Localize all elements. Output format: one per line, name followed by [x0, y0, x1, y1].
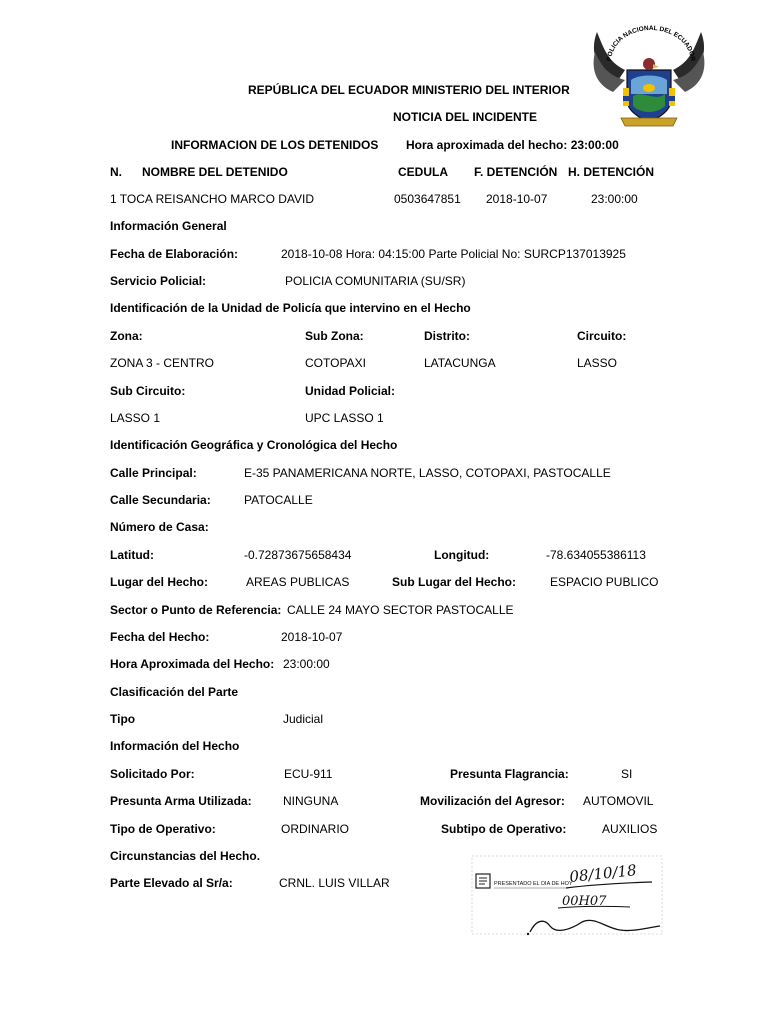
unidad-section-title: Identificación de la Unidad de Policía que intervino en el Hecho: [110, 301, 471, 315]
fecha-elaboracion-label: Fecha de Elaboración:: [110, 247, 239, 261]
arma-utilizada-value: NINGUNA: [283, 794, 339, 808]
circunstancias-label: Circunstancias del Hecho.: [110, 849, 261, 863]
latitud-label: Latitud:: [110, 548, 154, 562]
sector-referencia-label: Sector o Punto de Referencia:: [110, 603, 282, 617]
distrito-label: Distrito:: [424, 329, 470, 343]
servicio-policial-value: POLICIA COMUNITARIA (SU/SR): [285, 274, 466, 288]
longitud-label: Longitud:: [434, 548, 490, 562]
unidad-policial-value: UPC LASSO 1: [305, 411, 384, 425]
detainees-section-title: INFORMACION DE LOS DETENIDOS: [171, 138, 379, 152]
calle-principal-value: E-35 PANAMERICANA NORTE, LASSO, COTOPAXI, PASTOCALLE: [244, 466, 611, 480]
svg-text:POLICIA NACIONAL DEL ECUADOR: POLICIA NACIONAL DEL ECUADOR: [605, 24, 697, 62]
distrito-value: LATACUNGA: [424, 356, 496, 370]
detainee-fecha: 2018-10-07: [486, 192, 548, 206]
tipo-label: Tipo: [110, 712, 136, 726]
calle-secundaria-label: Calle Secundaria:: [110, 493, 211, 507]
detainee-cedula: 0503647851: [394, 192, 461, 206]
tipo-operativo-label: Tipo de Operativo:: [110, 822, 216, 836]
handwritten-date: 08/10/18: [568, 861, 638, 886]
signature-scrawl: [530, 920, 660, 932]
geo-section-title: Identificación Geográfica y Cronológica del Hecho: [110, 438, 398, 452]
zona-value: ZONA 3 - CENTRO: [110, 356, 215, 370]
parte-elevado-value: CRNL. LUIS VILLAR: [279, 876, 390, 890]
hora-hecho-label: Hora Aproximada del Hecho:: [110, 657, 275, 671]
ministry-heading: REPÚBLICA DEL ECUADOR MINISTERIO DEL INTERIOR: [248, 83, 570, 97]
longitud-value: -78.634055386113: [546, 548, 646, 562]
hora-hecho-value: 23:00:00: [283, 657, 330, 671]
flagrancia-value: SI: [621, 767, 633, 781]
flagrancia-label: Presunta Flagrancia:: [450, 767, 569, 781]
movilizacion-value: AUTOMOVIL: [583, 794, 654, 808]
fecha-hecho-label: Fecha del Hecho:: [110, 630, 210, 644]
parte-elevado-label: Parte Elevado al Sr/a:: [110, 876, 233, 890]
received-stamp: [470, 852, 670, 938]
col-fecha-detencion-header: F. DETENCIÓN: [474, 165, 558, 179]
clasificacion-title: Clasificación del Parte: [110, 685, 239, 699]
servicio-policial-label: Servicio Policial:: [110, 274, 207, 288]
zona-label: Zona:: [110, 329, 143, 343]
circuito-label: Circuito:: [577, 329, 627, 343]
police-emblem-logo: [587, 22, 711, 130]
subtipo-operativo-label: Subtipo de Operativo:: [441, 822, 567, 836]
detainee-name: 1 TOCA REISANCHO MARCO DAVID: [110, 192, 315, 206]
document-title: NOTICIA DEL INCIDENTE: [393, 110, 538, 124]
col-name-header: NOMBRE DEL DETENIDO: [142, 165, 288, 179]
arma-utilizada-label: Presunta Arma Utilizada:: [110, 794, 252, 808]
detainee-hora: 23:00:00: [591, 192, 638, 206]
subcircuito-label: Sub Circuito:: [110, 384, 186, 398]
circuito-value: LASSO: [577, 356, 618, 370]
latitud-value: -0.72873675658434: [244, 548, 352, 562]
lugar-hecho-label: Lugar del Hecho:: [110, 575, 209, 589]
col-hora-detencion-header: H. DETENCIÓN: [568, 165, 655, 179]
calle-secundaria-value: PATOCALLE: [244, 493, 313, 507]
handwritten-time: 00H07: [562, 894, 607, 909]
general-info-title: Información General: [110, 219, 227, 233]
tipo-value: Judicial: [283, 712, 324, 726]
subtipo-operativo-value: AUXILIOS: [602, 822, 658, 836]
subcircuito-value: LASSO 1: [110, 411, 161, 425]
calle-principal-label: Calle Principal:: [110, 466, 197, 480]
lugar-hecho-value: AREAS PUBLICAS: [246, 575, 350, 589]
movilizacion-label: Movilización del Agresor:: [420, 794, 565, 808]
numero-casa-label: Número de Casa:: [110, 520, 209, 534]
stamp-printed-text: PRESENTADO EL DIA DE HOY: [494, 881, 573, 887]
fecha-elaboracion-value: 2018-10-08 Hora: 04:15:00 Parte Policial No: SURCP137013925: [281, 247, 626, 261]
solicitado-por-label: Solicitado Por:: [110, 767, 195, 781]
sublugar-hecho-value: ESPACIO PUBLICO: [550, 575, 659, 589]
tipo-operativo-value: ORDINARIO: [281, 822, 350, 836]
subzona-label: Sub Zona:: [305, 329, 364, 343]
col-number-header: N.: [110, 165, 122, 179]
fecha-hecho-value: 2018-10-07: [281, 630, 343, 644]
approx-time-label: Hora aproximada del hecho: 23:00:00: [406, 138, 619, 152]
col-cedula-header: CEDULA: [398, 165, 448, 179]
solicitado-por-value: ECU-911: [284, 767, 333, 781]
hecho-section-title: Información del Hecho: [110, 739, 240, 753]
sublugar-hecho-label: Sub Lugar del Hecho:: [392, 575, 517, 589]
sector-referencia-value: CALLE 24 MAYO SECTOR PASTOCALLE: [287, 603, 514, 617]
unidad-policial-label: Unidad Policial:: [305, 384, 396, 398]
subzona-value: COTOPAXI: [305, 356, 366, 370]
